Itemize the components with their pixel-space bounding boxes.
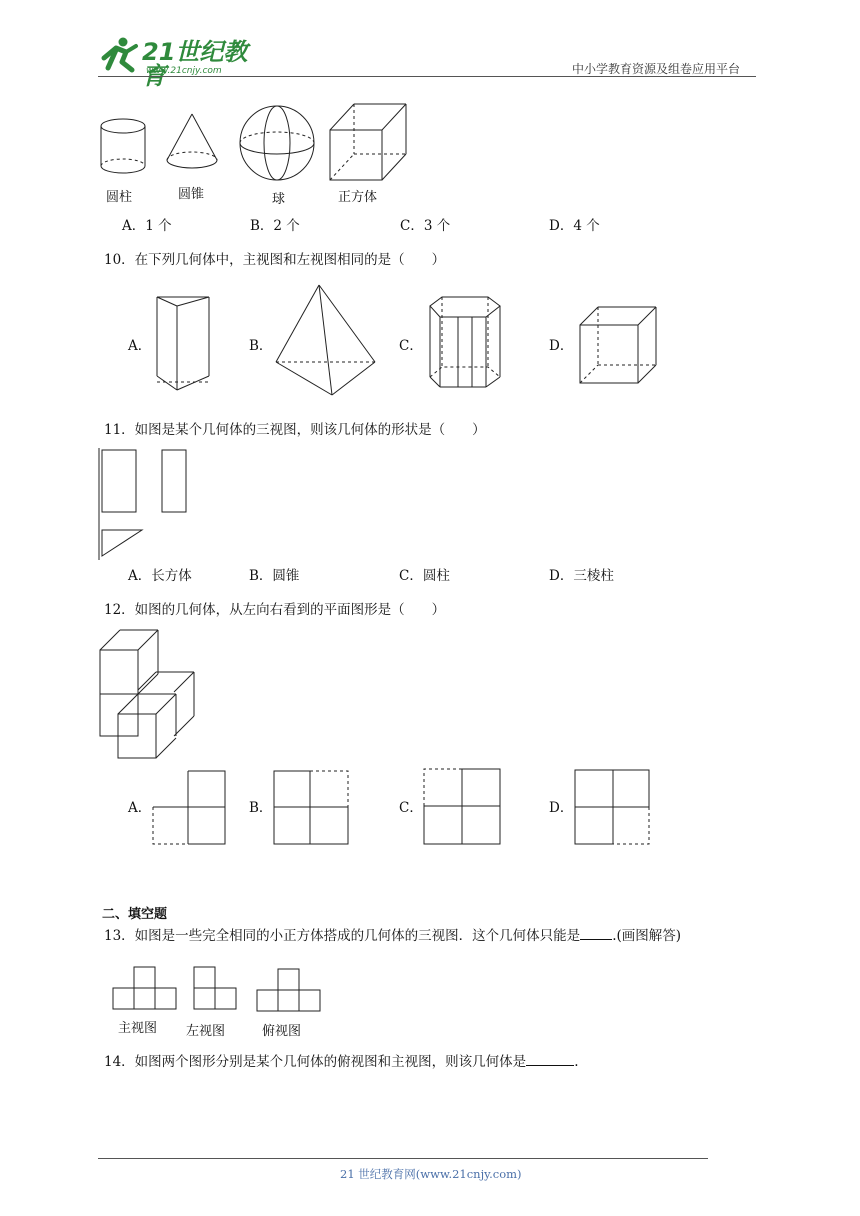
q12-option-c-figure (422, 768, 502, 846)
q14-stem-text: 14．如图两个图形分别是某个几何体的俯视图和主视图，则该几何体是 (104, 1054, 527, 1070)
header-platform-name: 中小学教育资源及组卷应用平台 (572, 62, 741, 76)
q10-stem: 10．在下列几何体中，主视图和左视图相同的是（ ） (104, 252, 446, 268)
q12-option-c-letter: C． (399, 800, 423, 816)
q11-stem: 11．如图是某个几何体的三视图，则该几何体的形状是（ ） (104, 422, 486, 438)
cube-figure (330, 104, 406, 180)
cone-figure (167, 114, 217, 168)
q13-answer-blank[interactable] (580, 939, 612, 940)
q12-stem: 12．如图的几何体，从左向右看到的平面图形是（ ） (104, 602, 446, 618)
footer-site-link[interactable]: 21 世纪教育网(www.21cnjy.com) (340, 1167, 522, 1181)
q12-option-d-letter: D． (549, 800, 574, 816)
q14-answer-blank[interactable] (526, 1065, 574, 1066)
q13-three-views-figure (112, 964, 324, 1012)
q9-option-a: A．1 个 (122, 218, 172, 234)
cube-option-figure (578, 305, 660, 387)
q11-option-a: A．长方体 (128, 568, 192, 584)
q10-option-c-letter: C． (399, 338, 423, 354)
hexagonal-prism-figure (428, 295, 502, 391)
q14-stem-suffix: . (574, 1054, 579, 1070)
q10-option-a-letter: A． (128, 338, 152, 354)
q12-option-b-letter: B． (249, 800, 273, 816)
cylinder-label: 圆柱 (106, 190, 133, 205)
q11-option-c: C．圆柱 (399, 568, 450, 584)
q9-option-b: B．2 个 (250, 218, 300, 234)
q12-block-solid-figure (98, 628, 198, 762)
site-logo (96, 36, 266, 90)
runner-logo-icon (96, 36, 140, 76)
q10-option-b-letter: B． (249, 338, 273, 354)
q11-option-b: B．圆锥 (249, 568, 300, 584)
q12-option-a-letter: A． (128, 800, 152, 816)
q12-option-d-figure (573, 769, 653, 847)
triangular-prism-figure (155, 294, 211, 394)
section-title-fill-in: 二、填空题 (102, 907, 168, 922)
q13-stem-text: 13．如图是一些完全相同的小正方体搭成的几何体的三视图．这个几何体只能是 (104, 928, 581, 944)
q14-stem (104, 1056, 578, 1070)
q11-three-views-figure (98, 448, 190, 560)
q13-stem (104, 930, 681, 944)
q11-option-d: D．三棱柱 (549, 568, 614, 584)
cube-label: 正方体 (338, 190, 378, 205)
sphere-figure (240, 106, 314, 180)
cone-label: 圆锥 (178, 187, 205, 202)
left-view-label: 左视图 (186, 1024, 226, 1039)
q12-option-b-figure (272, 770, 350, 846)
q12-option-a-figure (151, 770, 227, 846)
cylinder-figure (101, 119, 145, 173)
q9-option-d: D．4 个 (549, 218, 600, 234)
q10-option-d-letter: D． (549, 338, 574, 354)
top-view-label: 俯视图 (262, 1024, 302, 1039)
header-divider (98, 76, 756, 77)
sphere-label: 球 (272, 192, 286, 207)
footer-divider (98, 1158, 708, 1159)
q9-option-c: C．3 个 (400, 218, 451, 234)
logo-url: www.21cnjy.com (146, 66, 222, 76)
logo-text: 21世纪教育 (142, 38, 248, 90)
tetrahedron-figure (274, 283, 378, 399)
front-view-label: 主视图 (118, 1021, 158, 1036)
q13-stem-suffix: .(画图解答) (612, 928, 682, 944)
